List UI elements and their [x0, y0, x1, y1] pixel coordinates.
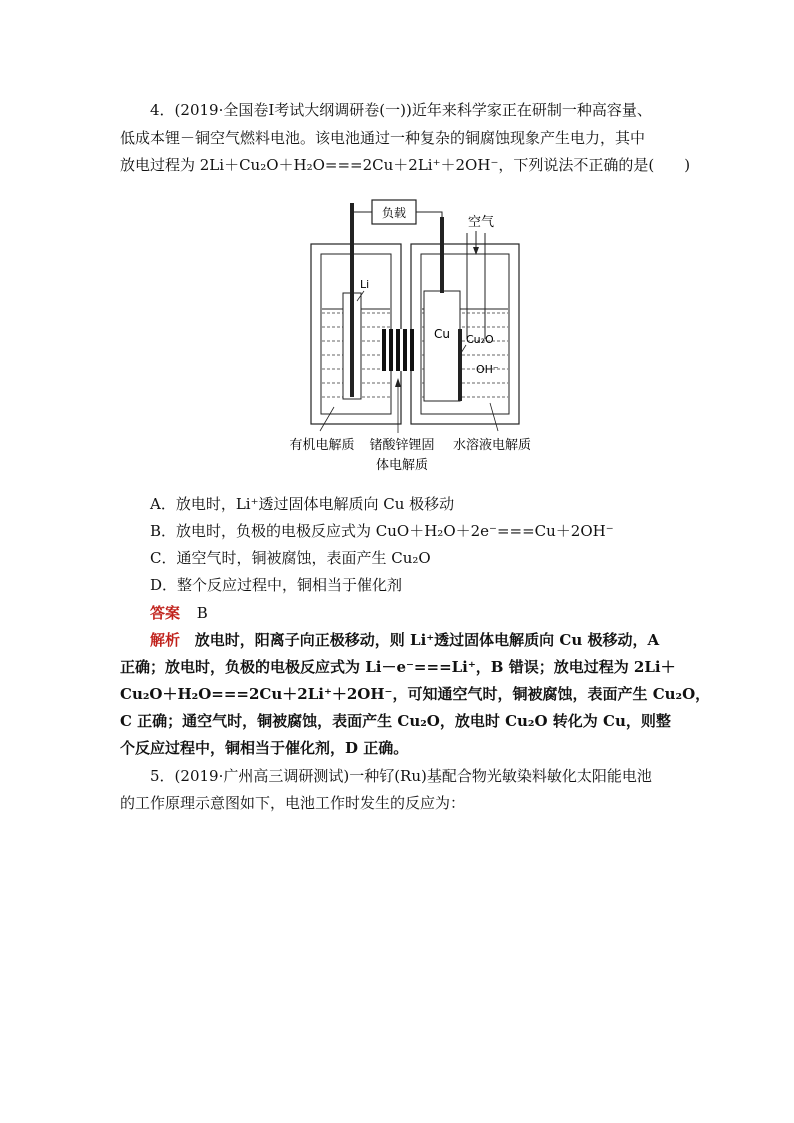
answer-value: B [196, 604, 208, 622]
li-label: Li [360, 278, 370, 291]
cu2o-label: Cu₂O [466, 333, 494, 346]
battery-diagram [278, 193, 540, 478]
q5-stem-line-1: 5．(2019·广州高三调研测试)一种钌(Ru)基配合物光敏染料敏化太阳能电池 [150, 767, 652, 785]
q4-stem-line-1: 4．(2019·全国卷Ⅰ考试大纲调研卷(一))近年来科学家正在研制一种高容量、 [150, 101, 652, 119]
load-label: 负载 [381, 206, 407, 220]
li-lead [350, 203, 354, 295]
label-solid-electrolyte-2: 体电解质 [375, 458, 429, 473]
q5-stem-line-2: 的工作原理示意图如下，电池工作时发生的反应为： [120, 794, 466, 812]
q4-stem-line-2: 低成本锂－铜空气燃料电池。该电池通过一种复杂的铜腐蚀现象产生电力，其中 [120, 129, 646, 147]
analysis-line-4: C 正确；通空气时，铜被腐蚀，表面产生 Cu₂O，放电时 Cu₂O 转化为 Cu，则整 [120, 712, 671, 730]
left-label-pointer [320, 407, 334, 431]
label-aqueous-electrolyte: 水溶液电解质 [452, 438, 532, 453]
analysis-line-5: 个反应过程中，铜相当于催化剂，D 正确。 [120, 739, 409, 757]
analysis-label: 解析 [150, 631, 181, 649]
analysis-text-1: 放电时，阳离子向正极移动，则 Li⁺透过固体电解质向 Cu 极移动，A [194, 631, 660, 649]
air-label: 空气 [468, 215, 495, 230]
cu-label: Cu [434, 327, 450, 341]
answer-label: 答案 [150, 604, 181, 622]
option-d: D．整个反应过程中，铜相当于催化剂 [150, 576, 403, 594]
analysis-line-3: Cu₂O＋H₂O===2Cu＋2Li⁺＋2OH⁻，可知通空气时，铜被腐蚀，表面产生 Cu₂O， [120, 685, 711, 703]
cu-electrode [424, 291, 460, 401]
li-electrode-core [350, 293, 354, 397]
q4-stem-line-3: 放电过程为 2Li＋Cu₂O＋H₂O===2Cu＋2Li⁺＋2OH⁻，下列说法不正确的是( ) [120, 156, 691, 174]
cu-lead [440, 217, 444, 293]
battery-diagram-svg [278, 193, 540, 478]
answer-row [150, 603, 208, 623]
mid-label-arrow [395, 378, 401, 387]
option-b: B．放电时，负极的电极反应式为 CuO＋H₂O＋2e⁻===Cu＋2OH⁻ [150, 522, 614, 540]
label-solid-electrolyte-1: 锗酸锌锂固 [369, 438, 435, 453]
cu2o-layer [458, 329, 462, 401]
option-c: C．通空气时，铜被腐蚀，表面产生 Cu₂O [150, 549, 431, 567]
option-a: A．放电时，Li⁺透过固体电解质向 Cu 极移动 [150, 495, 455, 513]
analysis-line-1 [150, 630, 659, 650]
analysis-line-2: 正确；放电时，负极的电极反应式为 Li－e⁻===Li⁺，B 错误；放电过程为 2Li＋ [120, 658, 676, 676]
oh-label: OH⁻ [476, 363, 499, 376]
wire-right [416, 212, 442, 291]
label-organic-electrolyte: 有机电解质 [289, 438, 355, 453]
right-label-pointer [490, 403, 498, 431]
